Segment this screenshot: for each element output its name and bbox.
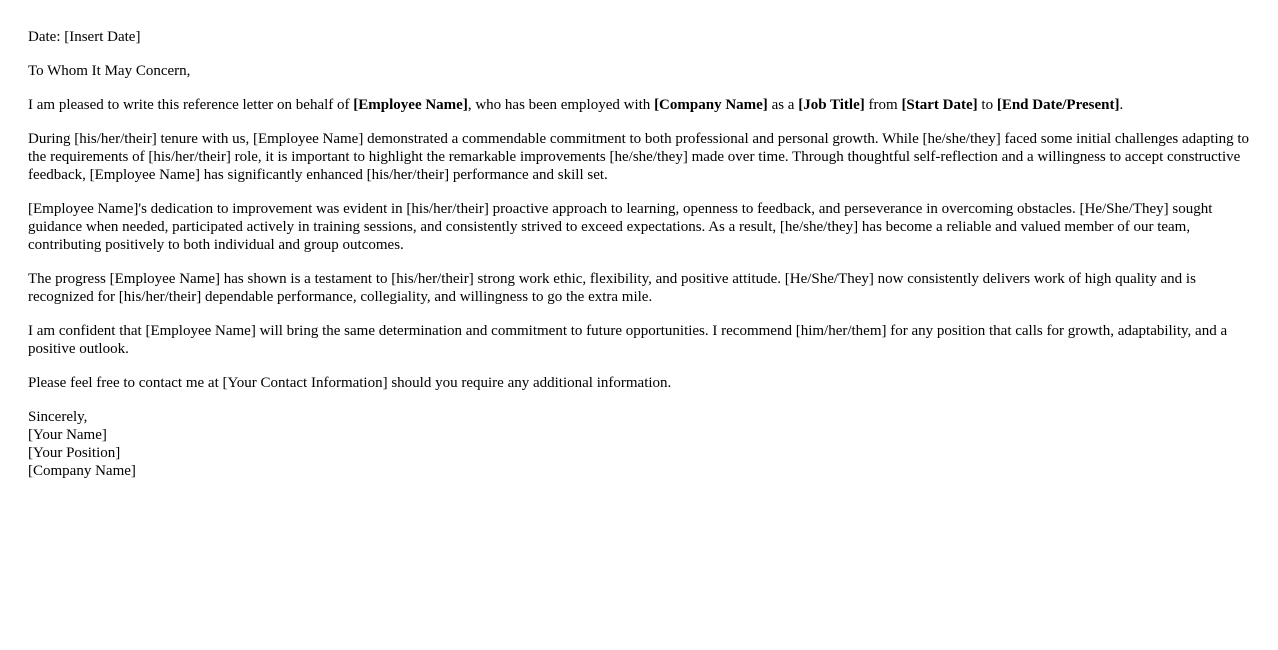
body-paragraph-contact: Please feel free to contact me at [Your Contact Information] should you require any additional information. [28, 375, 672, 391]
intro-text-1: I am pleased to write this reference letter on behalf of [28, 97, 354, 113]
end-date-placeholder: [End Date/Present] [996, 97, 1120, 113]
intro-text-3: as a [767, 97, 799, 113]
body-paragraph-dedication: [Employee Name]'s dedication to improvement was evident in [his/her/their] proactive approach to learning, openness to feedback, and perseverance in overcoming obstacles. [He/She/They] sought guidance when needed, participated actively in training sessions, and consistently strived to exceed expectations. As a result, [he/she/they] has become a reliable and valued member of our team, contributing positively to both individual and group outcomes. [28, 201, 1213, 253]
signature-closing: Sincerely, [28, 409, 88, 425]
job-title-placeholder: [Job Title] [798, 97, 865, 113]
signature-block [28, 408, 1254, 480]
body-paragraph-progress: The progress [Employee Name] has shown is a testament to [his/her/their] strong work ethic, flexibility, and positive attitude. [He/She/They] now consistently delivers work of high quality and is recognized for [his/her/their] dependable performance, collegiality, and willingness to go the extra mile. [28, 271, 1196, 305]
salutation: To Whom It May Concern, [28, 63, 191, 79]
intro-text-4: from [864, 97, 902, 113]
date-line: Date: [Insert Date] [28, 29, 141, 45]
body-paragraph-recommendation: I am confident that [Employee Name] will bring the same determination and commitment to future opportunities. I recommend [him/her/them] for any position that calls for growth, adaptability, and a positive outlook. [28, 323, 1228, 357]
company-name-placeholder: [Company Name] [654, 97, 768, 113]
intro-text-5: to [977, 97, 997, 113]
body-paragraph-tenure: During [his/her/their] tenure with us, [Employee Name] demonstrated a commendable commitment to both professional and personal growth. While [he/she/they] faced some initial challenges adapting to the requirements of [his/her/their] role, it is important to highlight the remarkable improvements [he/she/they] made over time. Through thoughtful self-reflection and a willingness to accept constructive feedback, [Employee Name] has significantly enhanced [his/her/their] performance and skill set. [28, 131, 1250, 183]
reference-letter [28, 28, 1254, 496]
intro-text-2: , who has been employed with [467, 97, 655, 113]
signature-position: [Your Position] [28, 445, 121, 461]
employee-name-placeholder: [Employee Name] [353, 97, 468, 113]
start-date-placeholder: [Start Date] [901, 97, 978, 113]
signature-name: [Your Name] [28, 427, 107, 443]
signature-company: [Company Name] [28, 463, 136, 479]
intro-text-6: . [1119, 97, 1124, 113]
intro-paragraph [28, 96, 1254, 114]
